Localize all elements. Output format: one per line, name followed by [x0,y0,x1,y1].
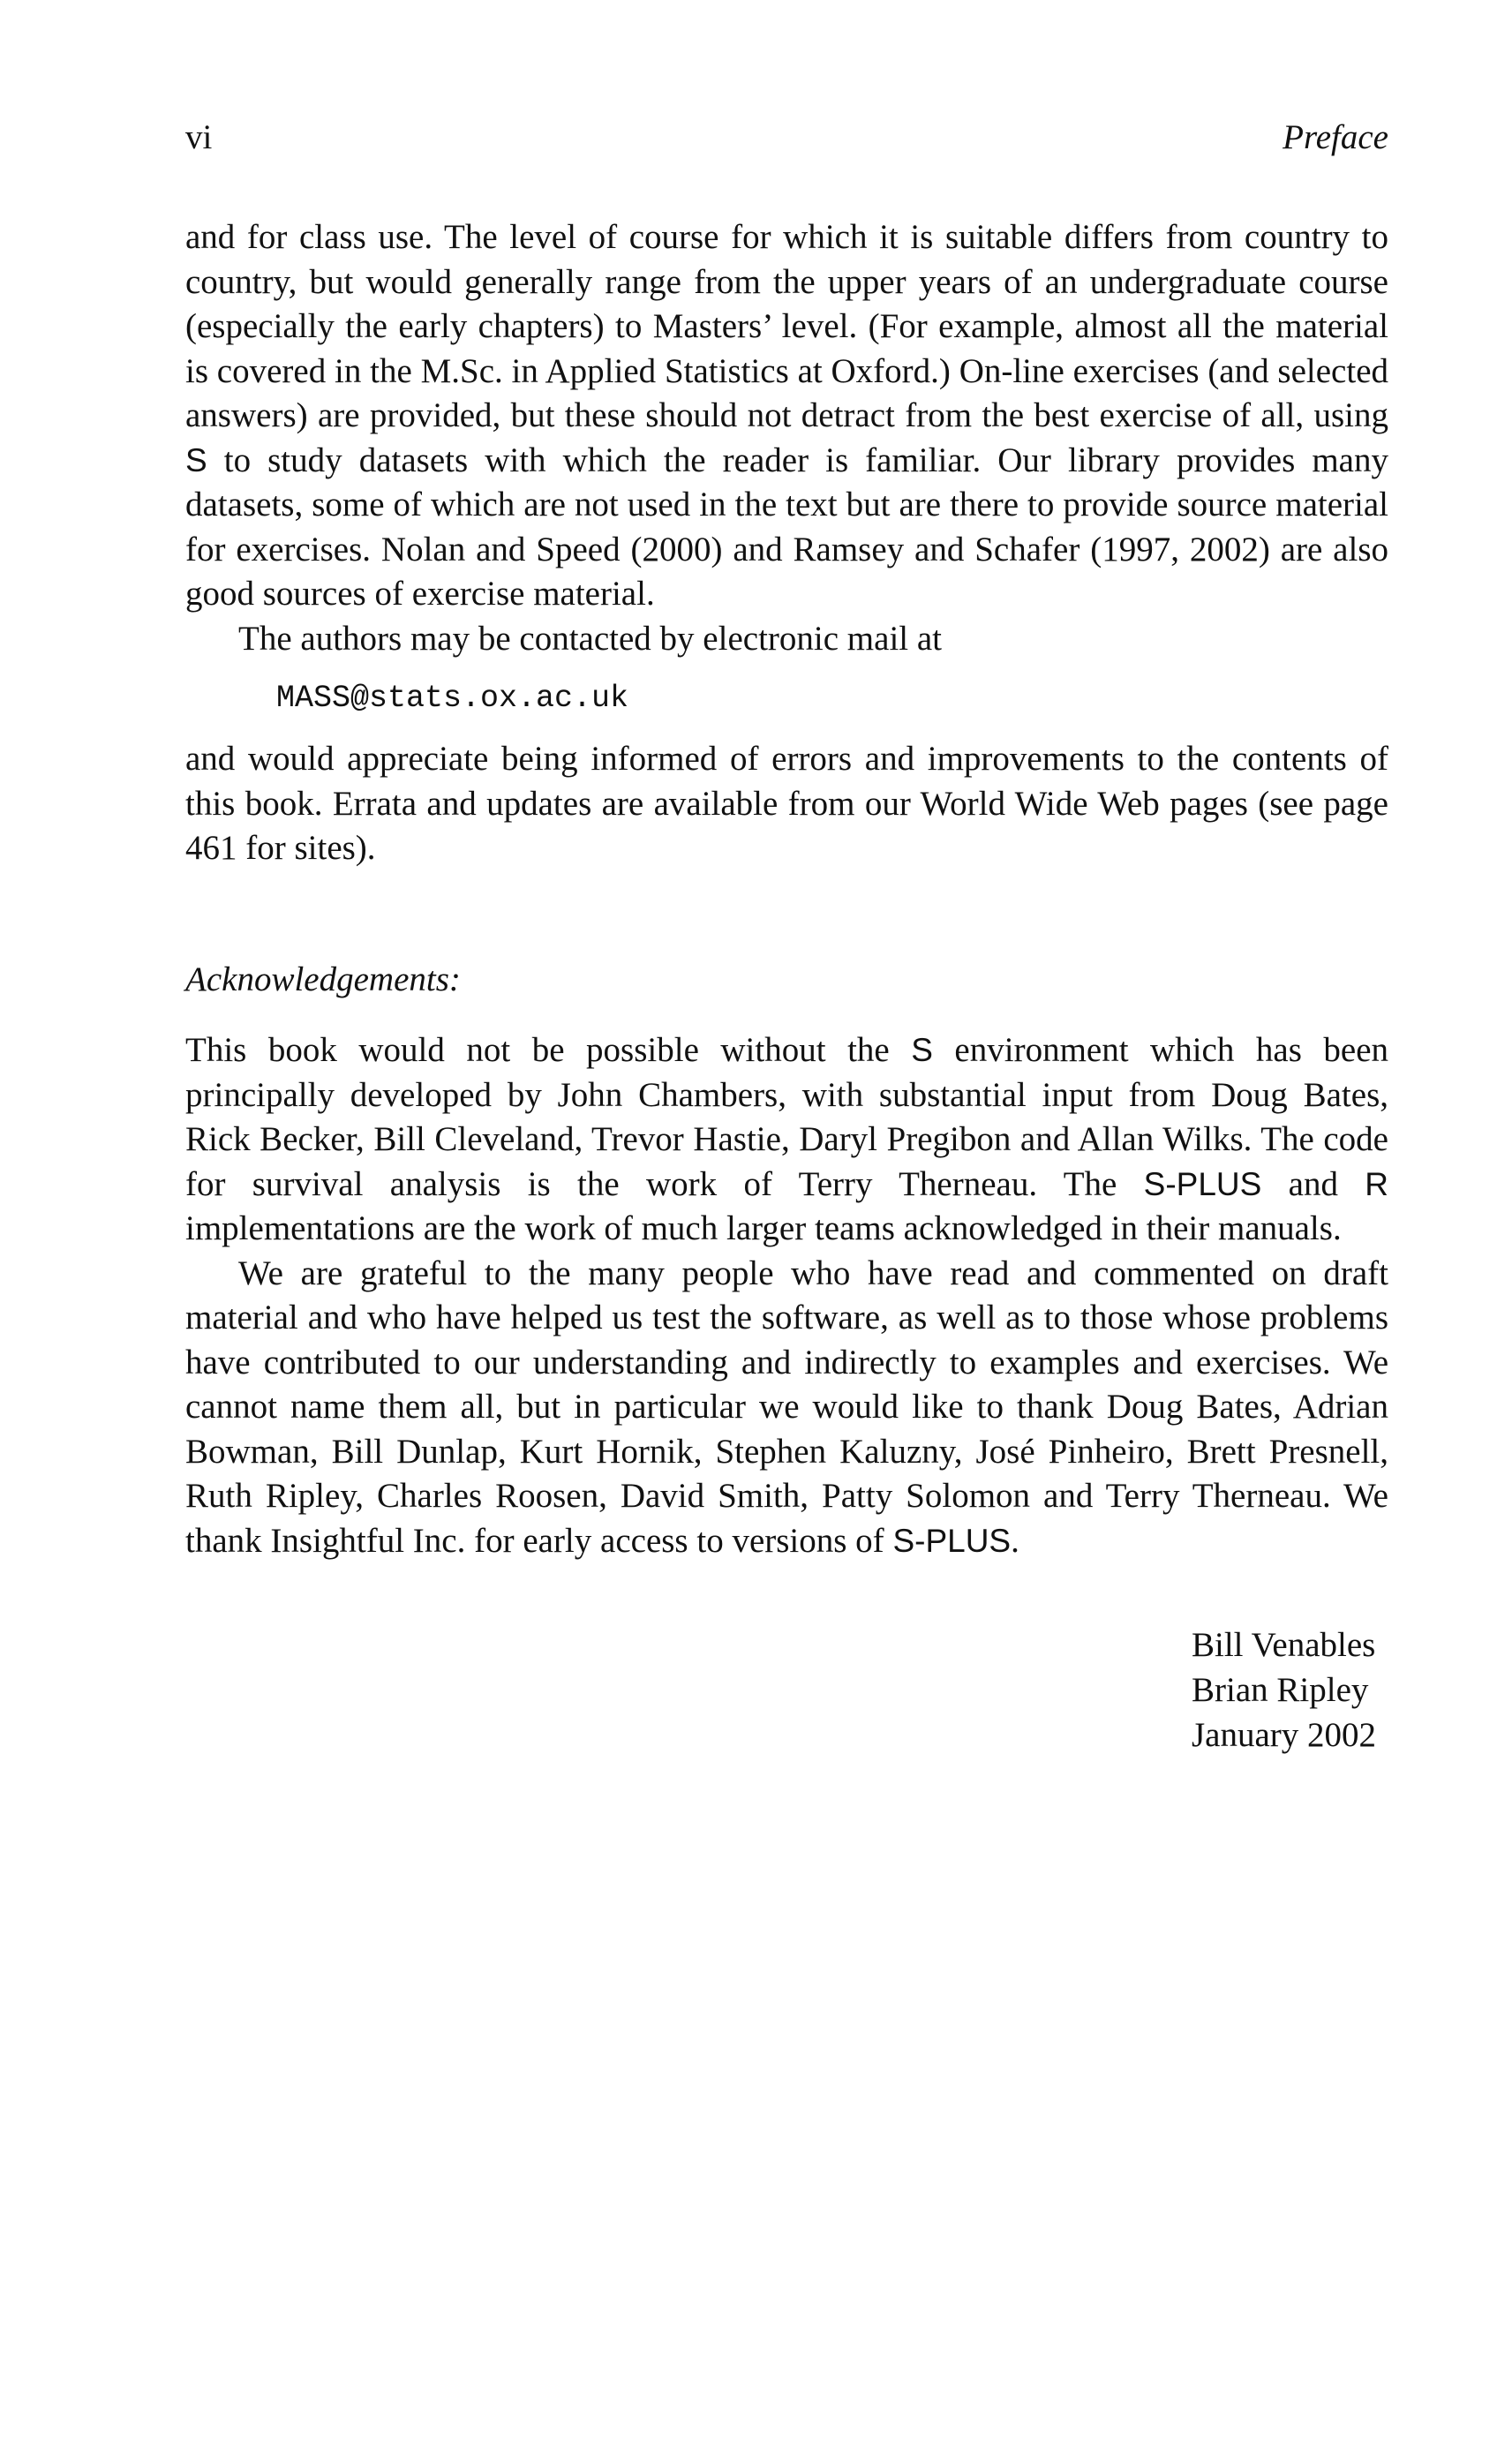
splus-name: S-PLUS [892,1522,1012,1559]
acknowledgements-heading: Acknowledgements: [185,960,461,998]
acknowledgements-paragraph-1 [185,1028,1388,1252]
body-text [185,215,1388,1563]
text-run: This book would not be possible without the [185,1031,912,1069]
text-run: implementations are the work of much larger teams acknowledged in their manuals. [185,1209,1342,1247]
preface-paragraph-1 [185,215,1388,617]
author-name: Bill Venables [1192,1626,1376,1664]
author-name: Brian Ripley [1192,1671,1369,1709]
text-run: to study datasets with which the reader is familiar. Our library provides many datasets, some of which are not used in the text but are there to provide source material for exercises. Nolan and Speed (2000) and Ramsey and Schafer (1997, 2002) are also good sources of exercise material. [185,440,1388,613]
text-run: and for class use. The level of course for which it is suitable differs from country to country, but would generally range from the upper years of an undergraduate course (especially the early chapters) to Masters’ level. (For example, almost all the material is covered in the M.Sc. in Applied Statistics at Oxford.) On-line exercises (and selected answers) are provided, but these should not detract from the best exercise of all, using [185,218,1388,434]
r-language-name: R [1365,1165,1388,1202]
page-number: vi [185,118,213,156]
s-language-name: S [185,441,207,478]
errata-paragraph: and would appreciate being informed of errors and improvements to the contents of this book. Errata and updates are available from our World Wide Web pages (see page 461 for sites). [185,740,1388,867]
text-run: and [1261,1164,1365,1203]
text-run: environment which has been principally developed by John Chambers, with substantial input from Doug Bates, Rick Becker, Bill Cleveland, Trevor Hastie, Daryl Pregibon and Allan Wilks. The code for survival analysis is the work of Terry Therneau. The [185,1031,1388,1203]
contact-email: MASS@stats.ox.ac.uk [276,681,629,716]
text-run: . [1011,1521,1019,1560]
s-language-name: S [911,1032,933,1068]
section-title: Preface [1283,118,1388,156]
running-head [185,111,1388,164]
acknowledgements-paragraph-2 [185,1252,1388,1564]
signature-date: January 2002 [1192,1716,1377,1754]
signature-block [1192,1622,1388,1758]
text-run: We are grateful to the many people who have read and commented on draft material and who have helped us test the software, as well as to those whose problems have contributed to our understanding and indirectly to examples and exercises. We cannot name them all, but in particular we would like to thank Doug Bates, Adrian Bowman, Bill Dunlap, Kurt Hornik, Stephen Kaluzny, José Pinheiro, Brett Presnell, Ruth Ripley, Charles Roosen, David Smith, Patty Solomon and Terry Therneau. We thank Insightful Inc. for early access to versions of [185,1253,1388,1560]
contact-paragraph: The authors may be contacted by electronic mail at [238,619,943,658]
splus-name: S-PLUS [1143,1165,1262,1202]
